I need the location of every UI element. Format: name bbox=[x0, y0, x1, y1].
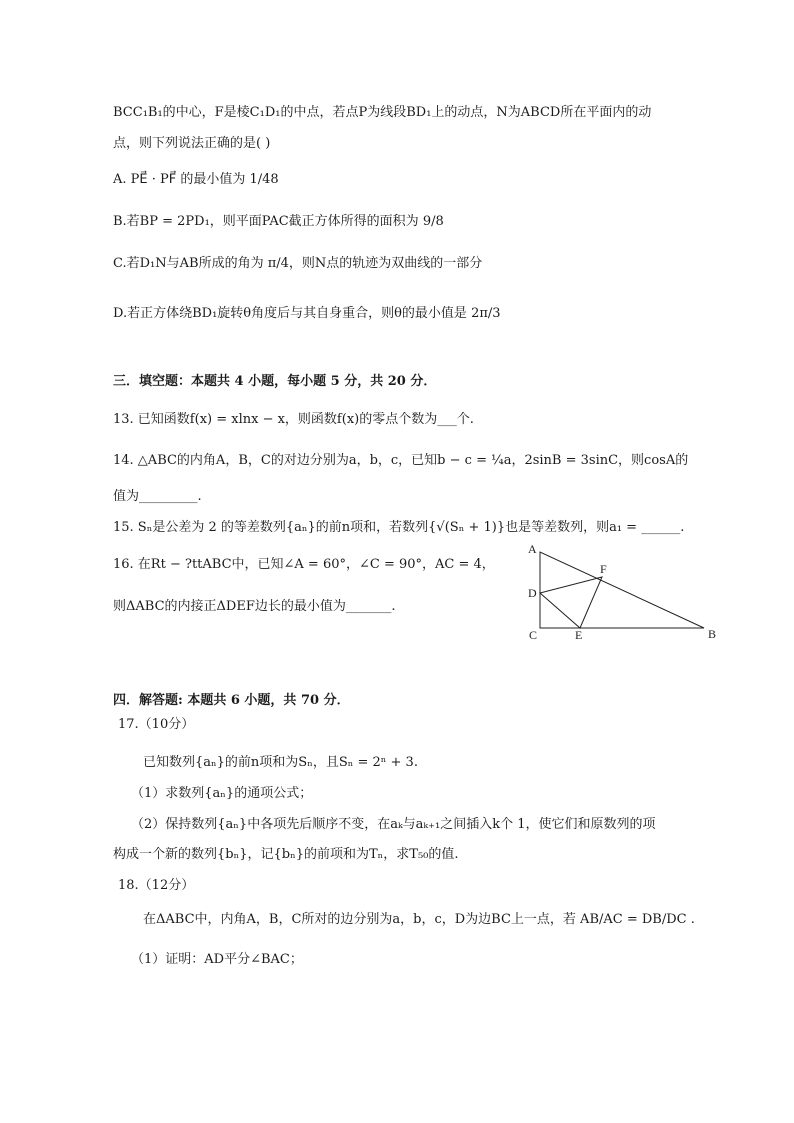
question-17-header: 17.（10分） bbox=[118, 717, 195, 732]
label-e: E bbox=[575, 628, 583, 642]
label-b: B bbox=[708, 627, 717, 641]
option-text-continued: BCC₁B₁的中心，F是棱C₁D₁的中点，若点P为线段BD₁上的动点，N为ABCD所在平面内的动 bbox=[113, 105, 652, 120]
question-16-continued: 则ΔABC的内接正ΔDEF边长的最小值为_______. bbox=[113, 599, 396, 614]
option-c: C.若D₁N与AB所成的角为 π/4，则N点的轨迹为双曲线的一部分 bbox=[113, 256, 483, 271]
question-18-part-1: （1）证明：AD平分∠BAC； bbox=[131, 952, 303, 967]
triangle-figure bbox=[520, 538, 730, 648]
question-17-part-2: （2）保持数列{aₙ}中各项先后顺序不变，在aₖ与aₖ₊₁之间插入k个 1，使它们和原数列的项 bbox=[131, 817, 656, 832]
label-c: C bbox=[529, 628, 538, 642]
triangle-def bbox=[540, 577, 602, 628]
section-4-heading: 四．解答题: 本题共 6 小题，共 70 分． bbox=[113, 693, 350, 708]
question-16: 16. 在Rt − ?ttABC中，已知∠A = 60°，∠C = 90°，AC = 4， bbox=[113, 557, 495, 572]
label-f: F bbox=[600, 562, 607, 576]
question-17-part-1: （1）求数列{aₙ}的通项公式； bbox=[131, 786, 313, 801]
section-3-heading: 三．填空题：本题共 4 小题，每小题 5 分，共 20 分． bbox=[113, 374, 437, 389]
question-14-continued: 值为_________. bbox=[113, 489, 202, 504]
label-d: D bbox=[528, 586, 537, 600]
question-17-stem: 已知数列{aₙ}的前n项和为Sₙ，且Sₙ = 2ⁿ + 3. bbox=[143, 755, 418, 770]
option-d: D.若正方体绕BD₁旋转θ角度后与其自身重合，则θ的最小值是 2π/3 bbox=[113, 306, 501, 321]
question-18-header: 18.（12分） bbox=[118, 878, 195, 893]
option-a: A. PE⃗ · PF⃗ 的最小值为 1/48 bbox=[113, 172, 279, 187]
option-text-continued: 点，则下列说法正确的是( ) bbox=[113, 136, 271, 151]
triangle-abc bbox=[540, 552, 704, 628]
question-17-part-2-continued: 构成一个新的数列{bₙ}，记{bₙ}的前项和为Tₙ，求T₅₀的值. bbox=[113, 847, 459, 862]
question-13: 13. 已知函数f(x) = xlnx − x，则函数f(x)的零点个数为___个. bbox=[113, 412, 474, 427]
question-18-stem: 在ΔABC中，内角A，B，C所对的边分别为a，b，c，D为边BC上一点，若 AB/AC = DB/DC . bbox=[143, 912, 695, 927]
question-14: 14. △ABC的内角A，B，C的对边分别为a，b，c，已知b − c = ¼a，2sinB = 3sinC，则cosA的 bbox=[113, 453, 689, 468]
option-b: B.若BP = 2PD₁，则平面PAC截正方体所得的面积为 9/8 bbox=[113, 214, 444, 229]
label-a: A bbox=[528, 542, 537, 556]
question-15: 15. Sₙ是公差为 2 的等差数列{aₙ}的前n项和，若数列{√(Sₙ + 1)}也是等差数列，则a₁ = ______. bbox=[113, 520, 685, 535]
